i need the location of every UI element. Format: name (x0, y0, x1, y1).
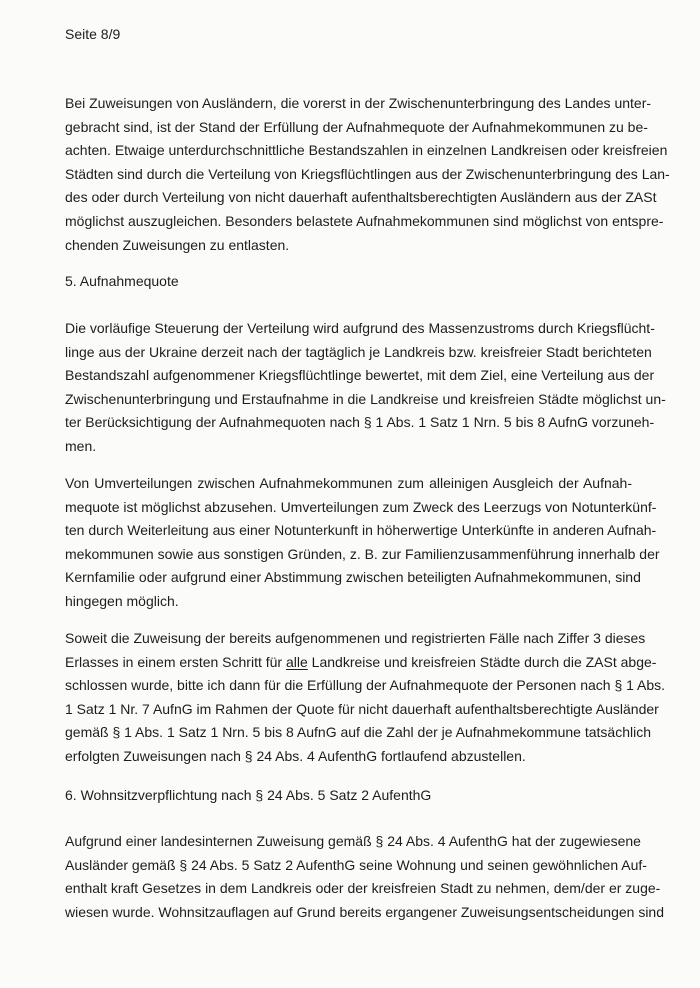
text-line: Bestandszahl aufgenommener Kriegsflüchtlinge bewertet, mit dem Ziel, eine Verteilung aus der (65, 367, 655, 384)
text-line: Kernfamilie oder aufgrund einer Abstimmung zwischen beteiligten Aufnahmekommunen, sind (65, 569, 641, 586)
text-line: des oder durch Verteilung von nicht dauerhaft aufenthaltsberechtigten Ausländern aus der ZASt (65, 189, 657, 206)
text-segment: Landkreise und kreisfreien Städte durch die ZASt abge- (307, 653, 657, 670)
page-number: Seite 8/9 (65, 26, 121, 42)
text-line: Die vorläufige Steuerung der Verteilung wird aufgrund des Massenzustroms durch Kriegsflücht- (65, 320, 655, 336)
paragraph-aufnahmequote-erfuellung (65, 627, 666, 769)
text-line: 1 Satz 1 Nr. 7 AufnG im Rahmen der Quote für nicht dauerhaft aufenthaltsberechtigte Ausländer (65, 700, 659, 717)
paragraph-zuweisung-aufenthg (65, 830, 665, 924)
section-heading-wohnsitzverpflichtung (65, 784, 632, 808)
text-line: ter Berücksichtigung der Aufnahmequoten nach § 1 Abs. 1 Satz 1 Nrn. 5 bis 8 AufnG vorzuneh- (65, 414, 655, 431)
text-line: gebracht sind, ist der Stand der Erfüllung der Aufnahmequote der Aufnahmekommunen zu be- (65, 118, 648, 135)
text-line: mequote ist möglichst abzusehen. Umverteilungen zum Zweck des Leerzugs von Notunterkünf- (65, 498, 657, 515)
text-line: Bei Zuweisungen von Ausländern, die vorerst in der Zwischenunterbringung des Landes unter- (65, 95, 652, 111)
text-line: ten durch Weiterleitung aus einer Notunterkunft in höherwertige Unterkünfte in anderen Aufnah- (65, 522, 657, 539)
text-line: erfolgten Zuweisungen nach § 24 Abs. 4 AufenthG fortlaufend abzustellen. (65, 747, 526, 764)
text-line: men. (65, 437, 97, 454)
text-line: hingegen möglich. (65, 592, 179, 609)
text-line: schlossen wurde, bitte ich dann für die Erfüllung der Aufnahmequote der Personen nach § 1 Abs. (65, 677, 666, 694)
text-line: Städten sind durch die Verteilung von Kriegsflüchtlingen aus der Zwischenunterbringung des Lan- (65, 165, 670, 182)
paragraph-zuweisungen (65, 92, 670, 257)
text-segment: Erlasses in einem ersten Schritt für (65, 653, 286, 670)
text-line: wiesen wurde. Wohnsitzauflagen auf Grund bereits ergangener Zuweisungsentscheidungen sind (65, 903, 665, 920)
text-line: möglichst auszugleichen. Besonders belastete Aufnahmekommunen sind möglichst von entspre- (65, 212, 664, 229)
underlined-word: alle (285, 653, 308, 670)
text-line (65, 651, 657, 675)
text-line: Aufgrund einer landesinternen Zuweisung gemäß § 24 Abs. 4 AufenthG hat der zugewiesene (65, 833, 641, 849)
text-line: Ausländer gemäß § 24 Abs. 5 Satz 2 AufenthG seine Wohnung und seinen gewöhnlichen Auf- (65, 856, 647, 873)
text-line: enthalt kraft Gesetzes in dem Landkreis oder der kreisfreien Stadt zu nehmen, dem/der er zuge- (65, 880, 661, 897)
paragraph-umverteilungen (65, 472, 660, 614)
section-heading: 6. Wohnsitzverpflichtung nach § 24 Abs. 5 Satz 2 AufenthG (65, 787, 432, 803)
paragraph-steuerung (65, 317, 666, 459)
text-line: Von Umverteilungen zwischen Aufnahmekommunen zum alleinigen Ausgleich der Aufnah- (65, 475, 632, 491)
text-line: linge aus der Ukraine derzeit nach der tagtäglich je Landkreis bzw. kreisfreier Stadt berichteten (65, 343, 652, 360)
text-line: Zwischenunterbringung und Erstaufnahme in die Landkreise und kreisfreien Städte möglichst un- (65, 390, 666, 407)
section-heading-aufnahmequote (65, 270, 632, 294)
text-line: achten. Etwaige unterdurchschnittliche Bestandszahlen in einzelnen Landkreisen oder kreisfreien (65, 142, 668, 159)
text-line: mekommunen sowie aus sonstigen Gründen, z. B. zur Familienzusammenführung innerhalb der (65, 545, 660, 562)
text-line: gemäß § 1 Abs. 1 Satz 1 Nrn. 5 bis 8 AufnG auf die Zahl der je Aufnahmekommune tatsächlich (65, 724, 651, 741)
text-line: chenden Zuweisungen zu entlasten. (65, 236, 290, 253)
text-line: Soweit die Zuweisung der bereits aufgenommenen und registrierten Fälle nach Ziffer 3 dieses (65, 630, 646, 646)
section-heading: 5. Aufnahmequote (65, 273, 179, 289)
